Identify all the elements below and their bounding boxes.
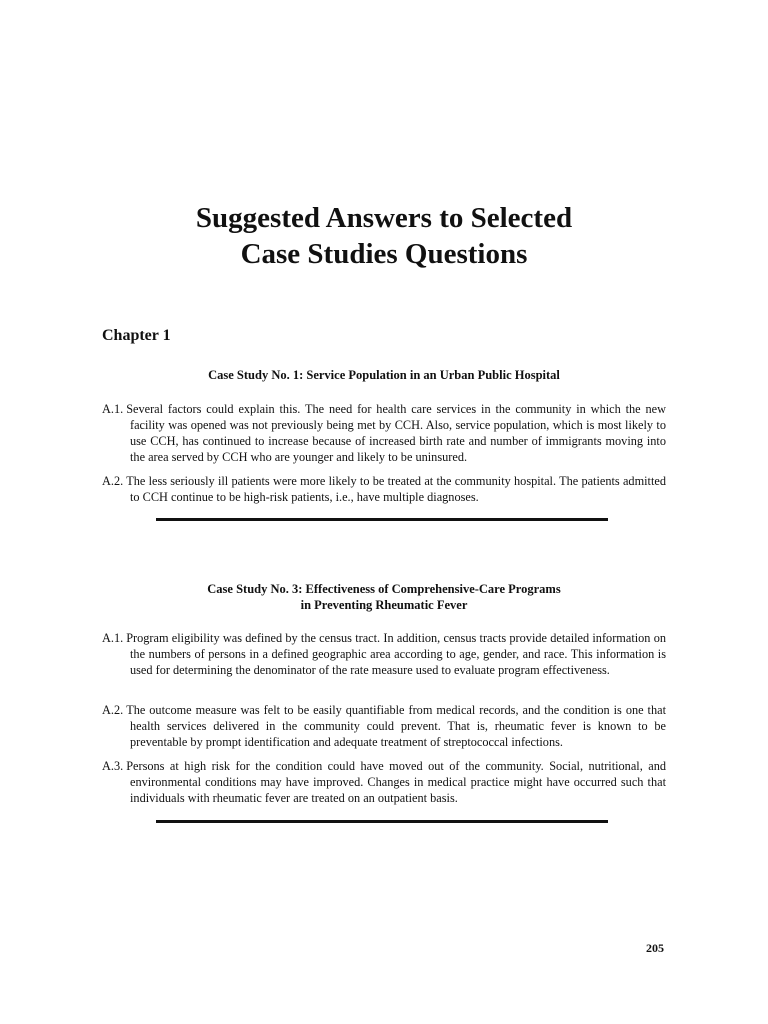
- case-study-title: [102, 367, 666, 383]
- answer-label: A.1.: [102, 631, 124, 645]
- case-study-title-line-1: Case Study No. 1: Service Population in an Urban Public Hospital: [208, 368, 560, 382]
- answer-paragraph: [102, 401, 666, 465]
- answer-label: A.2.: [102, 703, 124, 717]
- chapter-heading: Chapter 1: [102, 327, 171, 344]
- page-title: [0, 200, 768, 272]
- answer-paragraph: [102, 758, 666, 806]
- page-title-line-2: Case Studies Questions: [240, 238, 528, 270]
- answer-label: A.3.: [102, 759, 124, 773]
- answer-text: Several factors could explain this. The need for health care services in the community in which the new facility was opened was not previously being met by CCH. Also, service population, which is most likely to use CCH, has continued to increase because of increased birth rate and number of immigrants moving into the area served by CCH who are younger and likely to be uninsured.: [126, 402, 666, 464]
- answer-paragraph: [102, 702, 666, 750]
- answer-text: The outcome measure was felt to be easily quantifiable from medical records, and the condition is one that health services delivered in the community could prevent. That is, rheumatic fever is known to be preventable by prompt identification and adequate treatment of streptococcal infections.: [126, 703, 666, 749]
- answer-label: A.2.: [102, 474, 124, 488]
- answer-text: The less seriously ill patients were more likely to be treated at the community hospital. The patients admitted to CCH continue to be high-risk patients, i.e., have multiple diagnoses.: [126, 474, 666, 504]
- page-title-line-1: Suggested Answers to Selected: [195, 202, 573, 234]
- answer-label: A.1.: [102, 402, 124, 416]
- answer-text: Persons at high risk for the condition could have moved out of the community. Social, nutritional, and environmental conditions may have improved. Changes in medical practice might have occurred such that individuals with rheumatic fever are treated on an outpatient basis.: [126, 759, 666, 805]
- case-study-title-line-2: in Preventing Rheumatic Fever: [300, 598, 468, 612]
- answer-text: Program eligibility was defined by the census tract. In addition, census tracts provide detailed information on the numbers of persons in a defined geographic area according to age, gender, and race. This information is used for determining the denominator of the rate measure used to evaluate program effectiveness.: [126, 631, 666, 677]
- case-study-title: [102, 581, 666, 613]
- answer-paragraph: [102, 473, 666, 505]
- section-divider: [156, 518, 608, 521]
- section-divider: [156, 820, 608, 823]
- answer-paragraph: [102, 630, 666, 678]
- case-study-title-line-1: Case Study No. 3: Effectiveness of Comprehensive-Care Programs: [207, 582, 561, 596]
- page-number: 205: [646, 941, 664, 955]
